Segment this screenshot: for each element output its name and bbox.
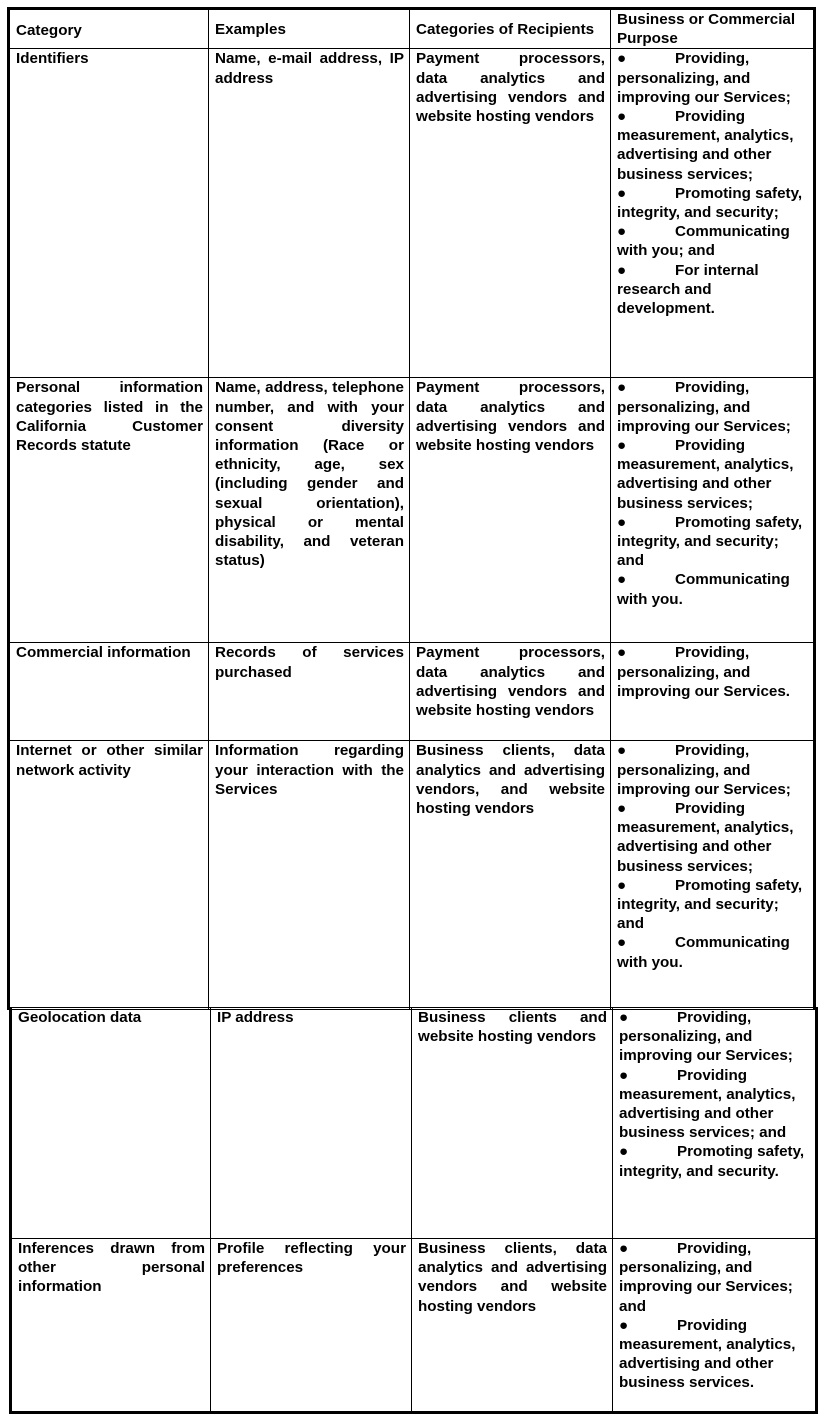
header-examples: Examples <box>209 9 410 49</box>
table-row <box>9 741 815 1010</box>
bullet-icon: ● <box>619 1066 629 1084</box>
purpose-text: Providing, personalizing, and improving our Services; <box>617 50 791 106</box>
bullet-icon: ● <box>619 1009 629 1026</box>
purpose-cell <box>613 1008 817 1239</box>
examples-cell: Records of services purchased <box>209 643 410 741</box>
purpose-text: Communicating with you; and <box>617 223 790 260</box>
bullet-icon: ● <box>617 108 627 126</box>
purpose-item <box>619 1239 810 1316</box>
data-categories-table-continued <box>9 1007 818 1414</box>
bullet-icon: ● <box>617 184 627 202</box>
purpose-text: Providing measurement, analytics, advertising and other business services. <box>619 1316 796 1392</box>
purpose-cell <box>611 643 815 741</box>
bullet-icon: ● <box>617 571 627 589</box>
bullet-icon: ● <box>617 261 627 279</box>
purpose-item <box>617 799 808 876</box>
recipients-cell: Payment processors, data analytics and advertising vendors and website hosting vendors <box>410 643 611 741</box>
purpose-cell <box>611 741 815 1010</box>
category-cell: Identifiers <box>9 49 209 378</box>
recipients-cell: Business clients and website hosting vendors <box>412 1008 613 1239</box>
purpose-text: Providing, personalizing, and improving our Services; <box>617 379 791 435</box>
bullet-icon: ● <box>617 644 627 662</box>
bullet-icon: ● <box>617 437 627 455</box>
purpose-item <box>617 184 808 222</box>
header-category: Category <box>9 9 209 49</box>
purpose-cell <box>611 49 815 378</box>
purpose-text: Communicating with you. <box>617 934 790 971</box>
purpose-item <box>617 570 808 608</box>
bullet-icon: ● <box>617 223 627 241</box>
header-recipients: Categories of Recipients <box>410 9 611 49</box>
purpose-text: Providing, personalizing, and improving our Services; and <box>619 1240 793 1315</box>
purpose-text: Communicating with you. <box>617 571 790 608</box>
recipients-cell: Business clients, data analytics and advertising vendors and website hosting vendors <box>412 1239 613 1413</box>
purpose-cell <box>613 1239 817 1413</box>
purpose-item <box>617 741 808 799</box>
table-row <box>9 378 815 643</box>
table-row <box>11 1239 817 1413</box>
recipients-cell: Business clients, data analytics and advertising vendors, and website hosting vendors <box>410 741 611 1010</box>
purpose-text: Providing, personalizing, and improving our Services; <box>617 742 791 798</box>
purpose-text: Providing measurement, analytics, advertising and other business services; <box>617 800 794 875</box>
purpose-item <box>617 876 808 934</box>
header-purpose: Business or Commercial Purpose <box>611 9 815 49</box>
purpose-text: Providing measurement, analytics, advertising and other business services; <box>617 437 794 512</box>
purpose-text: Promoting safety, integrity, and security; and <box>617 513 803 570</box>
purpose-text: For internal research and development. <box>617 261 759 318</box>
purpose-text: Promoting safety, integrity, and security; <box>617 184 803 222</box>
bullet-icon: ● <box>617 379 627 397</box>
bullet-icon: ● <box>617 513 627 531</box>
category-cell: Internet or other similar network activity <box>9 741 209 1010</box>
purpose-item <box>617 933 808 971</box>
recipients-cell: Payment processors, data analytics and advertising vendors and website hosting vendors <box>410 378 611 643</box>
category-cell: Inferences drawn from other personal information <box>11 1239 211 1413</box>
purpose-item <box>619 1316 810 1393</box>
purpose-text: Providing, personalizing, and improving our Services. <box>617 644 791 700</box>
bullet-icon: ● <box>617 50 627 68</box>
purpose-item <box>619 1008 810 1066</box>
bullet-icon: ● <box>619 1240 629 1257</box>
purpose-item <box>617 513 808 571</box>
purpose-item <box>617 49 808 107</box>
purpose-item <box>617 643 808 701</box>
header-row <box>9 9 815 49</box>
bullet-icon: ● <box>617 934 627 952</box>
examples-cell: IP address <box>211 1008 412 1239</box>
examples-cell: Profile reflecting your preferences <box>211 1239 412 1413</box>
purpose-item <box>617 107 808 184</box>
bullet-icon: ● <box>619 1316 629 1334</box>
bullet-icon: ● <box>617 742 627 760</box>
purpose-item <box>619 1142 810 1180</box>
bullet-icon: ● <box>617 800 627 818</box>
purpose-item <box>617 222 808 260</box>
purpose-text: Promoting safety, integrity, and security; and <box>617 876 803 933</box>
purpose-text: Providing measurement, analytics, advertising and other business services; <box>617 108 794 183</box>
category-cell: Personal information categories listed in the California Customer Records statute <box>9 378 209 643</box>
purpose-text: Promoting safety, integrity, and security. <box>619 1143 805 1180</box>
purpose-cell <box>611 378 815 643</box>
purpose-item <box>617 261 808 319</box>
purpose-item <box>619 1066 810 1143</box>
purpose-item <box>617 436 808 513</box>
category-cell: Commercial information <box>9 643 209 741</box>
data-categories-table <box>7 7 816 1010</box>
category-cell: Geolocation data <box>11 1008 211 1239</box>
bullet-icon: ● <box>617 876 627 894</box>
table-row <box>9 49 815 378</box>
examples-cell: Information regarding your interaction with the Services <box>209 741 410 1010</box>
recipients-cell: Payment processors, data analytics and advertising vendors and website hosting vendors <box>410 49 611 378</box>
table-row <box>9 643 815 741</box>
purpose-text: Providing measurement, analytics, advertising and other business services; and <box>619 1066 796 1142</box>
purpose-text: Providing, personalizing, and improving our Services; <box>619 1009 793 1065</box>
bullet-icon: ● <box>619 1143 629 1161</box>
examples-cell: Name, e-mail address, IP address <box>209 49 410 378</box>
examples-cell: Name, address, telephone number, and with your consent diversity information (Race or ethnicity, age, sex (including gender and sexual orientation), physical or mental disability, and veteran status) <box>209 378 410 643</box>
table-row <box>11 1008 817 1239</box>
purpose-item <box>617 378 808 436</box>
